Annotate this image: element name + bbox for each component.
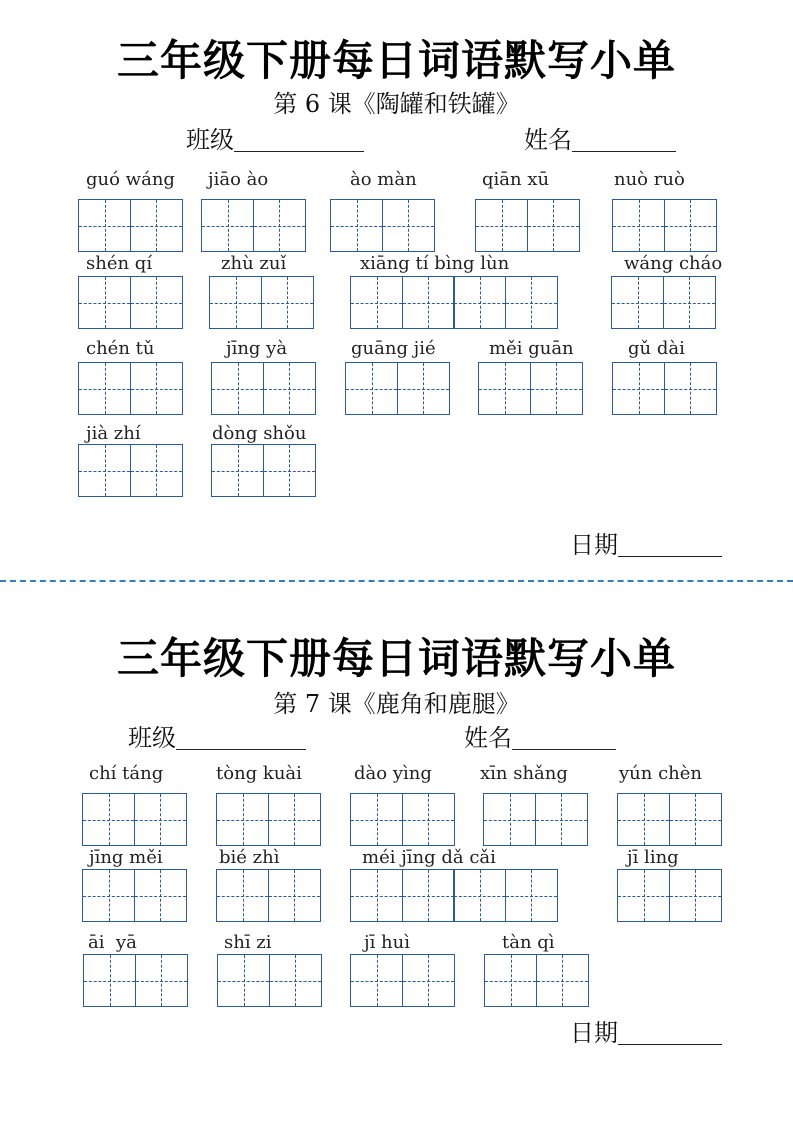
tianzige-cell[interactable] <box>82 869 135 922</box>
writing-grid[interactable] <box>350 793 453 846</box>
writing-grid[interactable] <box>217 954 320 1007</box>
pinyin-label: chí táng <box>89 763 164 784</box>
tianzige-cell[interactable] <box>268 793 321 846</box>
tianzige-cell[interactable] <box>475 199 528 252</box>
writing-grid[interactable] <box>478 362 581 415</box>
writing-grid[interactable] <box>617 869 720 922</box>
tianzige-cell[interactable] <box>527 199 580 252</box>
tianzige-cell[interactable] <box>130 276 183 329</box>
class-label: 班级 <box>186 126 234 154</box>
pinyin-label: shén qí <box>86 253 153 274</box>
tianzige-cell[interactable] <box>663 276 716 329</box>
pinyin-label: yún chèn <box>619 763 702 784</box>
date-label: 日期 <box>570 1019 618 1047</box>
writing-grid[interactable] <box>216 869 319 922</box>
pinyin-label: wáng cháo <box>624 253 723 274</box>
tianzige-cell[interactable] <box>261 276 314 329</box>
tianzige-cell[interactable] <box>530 362 583 415</box>
name-label: 姓名 <box>524 126 572 154</box>
writing-grid[interactable] <box>475 199 578 252</box>
tianzige-cell[interactable] <box>350 793 403 846</box>
tianzige-cell[interactable] <box>268 869 321 922</box>
pinyin-label: bié zhì <box>219 847 280 868</box>
tianzige-cell[interactable] <box>263 362 316 415</box>
tianzige-cell[interactable] <box>350 954 403 1007</box>
pinyin-label: jī ling <box>627 847 679 868</box>
writing-grid[interactable] <box>82 793 185 846</box>
tianzige-cell[interactable] <box>83 954 136 1007</box>
pinyin-label: tòng kuài <box>216 763 302 784</box>
tianzige-cell[interactable] <box>82 793 135 846</box>
writing-grid[interactable] <box>350 869 556 922</box>
class-blank[interactable] <box>176 727 306 750</box>
writing-grid[interactable] <box>612 199 715 252</box>
pinyin-label: ào màn <box>350 169 417 190</box>
tianzige-cell[interactable] <box>664 199 717 252</box>
cut-line-divider <box>0 580 793 582</box>
tianzige-cell[interactable] <box>209 276 262 329</box>
writing-grid[interactable] <box>350 276 556 329</box>
pinyin-label: jīng měi <box>89 847 163 868</box>
name-label: 姓名 <box>464 724 512 752</box>
tianzige-cell[interactable] <box>350 276 403 329</box>
date-blank[interactable] <box>618 534 722 557</box>
writing-grid[interactable] <box>78 199 181 252</box>
writing-grid[interactable] <box>350 954 453 1007</box>
tianzige-cell[interactable] <box>612 199 665 252</box>
pinyin-label: guāng jié <box>351 338 436 359</box>
pinyin-label: dòng shǒu <box>212 423 307 444</box>
tianzige-cell[interactable] <box>78 276 131 329</box>
tianzige-cell[interactable] <box>78 362 131 415</box>
tianzige-cell[interactable] <box>617 869 670 922</box>
pinyin-label: gǔ dài <box>628 338 685 359</box>
tianzige-cell[interactable] <box>330 199 383 252</box>
tianzige-cell[interactable] <box>253 199 306 252</box>
tianzige-cell[interactable] <box>483 793 536 846</box>
tianzige-cell[interactable] <box>478 362 531 415</box>
tianzige-cell[interactable] <box>130 444 183 497</box>
tianzige-cell[interactable] <box>135 954 188 1007</box>
tianzige-cell[interactable] <box>669 793 722 846</box>
pinyin-label: zhù zuǐ <box>221 253 287 274</box>
tianzige-cell[interactable] <box>130 199 183 252</box>
worksheet-title: 三年级下册每日词语默写小单 <box>116 36 676 85</box>
tianzige-cell[interactable] <box>453 869 506 922</box>
lesson-subtitle: 第 7 课《鹿角和鹿腿》 <box>273 690 520 718</box>
name-field[interactable] <box>464 726 616 750</box>
tianzige-cell[interactable] <box>536 954 589 1007</box>
class-blank[interactable] <box>234 129 364 152</box>
tianzige-cell[interactable] <box>345 362 398 415</box>
tianzige-cell[interactable] <box>350 869 403 922</box>
writing-grid[interactable] <box>617 793 720 846</box>
tianzige-cell[interactable] <box>263 444 316 497</box>
tianzige-cell[interactable] <box>612 362 665 415</box>
name-blank[interactable] <box>572 129 676 152</box>
name-blank[interactable] <box>512 727 616 750</box>
pinyin-label: āi yā <box>88 932 137 953</box>
pinyin-label: xīn shǎng <box>480 763 568 784</box>
tianzige-cell[interactable] <box>402 954 455 1007</box>
tianzige-cell[interactable] <box>484 954 537 1007</box>
tianzige-cell[interactable] <box>216 869 269 922</box>
pinyin-label: jiāo ào <box>208 169 269 190</box>
date-field[interactable] <box>570 533 722 557</box>
writing-grid[interactable] <box>78 276 181 329</box>
writing-grid[interactable] <box>611 276 714 329</box>
writing-grid[interactable] <box>216 793 319 846</box>
date-blank[interactable] <box>618 1022 722 1045</box>
tianzige-cell[interactable] <box>505 869 558 922</box>
writing-grid[interactable] <box>484 954 587 1007</box>
writing-grid[interactable] <box>78 444 181 497</box>
writing-grid[interactable] <box>483 793 586 846</box>
pinyin-label: méi jīng dǎ cǎi <box>362 847 496 868</box>
tianzige-cell[interactable] <box>453 276 506 329</box>
name-field[interactable] <box>524 128 676 152</box>
tianzige-cell[interactable] <box>402 276 455 329</box>
tianzige-cell[interactable] <box>402 869 455 922</box>
writing-grid[interactable] <box>209 276 312 329</box>
writing-grid[interactable] <box>82 869 185 922</box>
pinyin-label: qiān xū <box>482 169 550 190</box>
writing-grid[interactable] <box>211 362 314 415</box>
tianzige-cell[interactable] <box>505 276 558 329</box>
pinyin-label: xiāng tí bìng lùn <box>360 253 510 274</box>
writing-grid[interactable] <box>83 954 186 1007</box>
tianzige-cell[interactable] <box>535 793 588 846</box>
tianzige-cell[interactable] <box>611 276 664 329</box>
tianzige-cell[interactable] <box>382 199 435 252</box>
tianzige-cell[interactable] <box>78 199 131 252</box>
date-label: 日期 <box>570 531 618 559</box>
pinyin-label: guó wáng <box>86 169 175 190</box>
tianzige-cell[interactable] <box>664 362 717 415</box>
writing-grid[interactable] <box>201 199 304 252</box>
class-field[interactable] <box>186 128 364 152</box>
writing-grid[interactable] <box>345 362 448 415</box>
tianzige-cell[interactable] <box>211 444 264 497</box>
class-field[interactable] <box>128 726 306 750</box>
pinyin-label: jī huì <box>364 932 411 953</box>
tianzige-cell[interactable] <box>217 954 270 1007</box>
tianzige-cell[interactable] <box>216 793 269 846</box>
tianzige-cell[interactable] <box>201 199 254 252</box>
pinyin-label: jià zhí <box>86 423 141 444</box>
pinyin-label: jīng yà <box>226 338 288 359</box>
tianzige-cell[interactable] <box>402 793 455 846</box>
writing-grid[interactable] <box>211 444 314 497</box>
pinyin-label: tàn qì <box>502 932 555 953</box>
writing-grid[interactable] <box>330 199 433 252</box>
worksheet-title: 三年级下册每日词语默写小单 <box>116 634 676 683</box>
tianzige-cell[interactable] <box>134 869 187 922</box>
tianzige-cell[interactable] <box>617 793 670 846</box>
tianzige-cell[interactable] <box>397 362 450 415</box>
tianzige-cell[interactable] <box>130 362 183 415</box>
tianzige-cell[interactable] <box>211 362 264 415</box>
pinyin-label: shī zi <box>224 932 272 953</box>
tianzige-cell[interactable] <box>669 869 722 922</box>
date-field[interactable] <box>570 1021 722 1045</box>
pinyin-label: chén tǔ <box>86 338 155 359</box>
writing-grid[interactable] <box>612 362 715 415</box>
writing-grid[interactable] <box>78 362 181 415</box>
tianzige-cell[interactable] <box>269 954 322 1007</box>
pinyin-label: nuò ruò <box>614 169 685 190</box>
pinyin-label: měi guān <box>489 338 574 359</box>
lesson-subtitle: 第 6 课《陶罐和铁罐》 <box>273 90 520 118</box>
class-label: 班级 <box>128 724 176 752</box>
pinyin-label: dào yìng <box>354 763 432 784</box>
tianzige-cell[interactable] <box>134 793 187 846</box>
tianzige-cell[interactable] <box>78 444 131 497</box>
